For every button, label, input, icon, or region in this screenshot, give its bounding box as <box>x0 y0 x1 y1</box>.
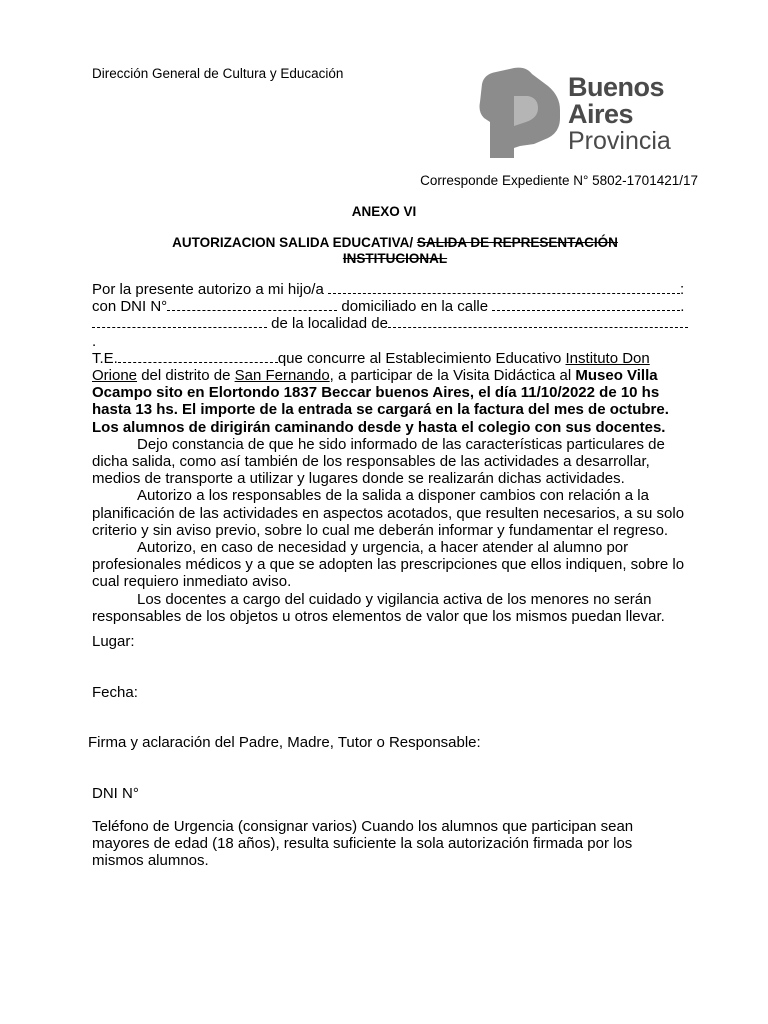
buenos-aires-logo <box>474 66 684 162</box>
org-name: Dirección General de Cultura y Educación <box>92 66 344 81</box>
dni-field[interactable] <box>167 299 337 311</box>
school-name: Instituto Don Orione <box>92 349 650 385</box>
child-name-field[interactable] <box>328 281 680 294</box>
paragraph-info: Dejo constancia de que he sido informado de las características particulares de dicha salida, como así también de los responsables de las actividades a desarrollar, medios de transporte a utilizar y lugares donde se realizarán dichas actividades. <box>92 435 665 488</box>
logo-line1: Buenos <box>568 72 665 102</box>
subtitle-plain: AUTORIZACION SALIDA EDUCATIVA/ <box>172 235 414 250</box>
signature-label: Firma y aclaración del Padre, Madre, Tutor o Responsable: <box>88 734 481 751</box>
school-label: que concurre al Establecimiento Educativo <box>277 349 562 367</box>
form-line-1: Por la presente autorizo a mi hijo/a : <box>92 281 685 298</box>
street-label: domiciliado en la calle <box>341 298 489 316</box>
paragraph-changes: Autorizo a los responsables de la salida a disponer cambios con relación a la planificación de las actividades en aspectos acotados, que resulten necesarios, a su solo criterio y sin aviso previo, sobre lo cual me deberán informar y fundamentar el regreso. <box>92 487 685 539</box>
document-subtitle <box>150 235 640 267</box>
paragraph-medical: Autorizo, en caso de necesidad y urgencia, a hacer atender al alumno por profesionales médicos y a que se adopten las prescripciones que ellos indiquen, sobre lo cual requiero inmediato aviso. <box>92 539 685 591</box>
district-name: San Fernando <box>234 367 330 385</box>
authorization-form <box>92 281 692 625</box>
logo-line3: Provincia <box>568 127 671 155</box>
paragraph-liability: Los docentes a cargo del cuidado y vigilancia activa de los menores no serán responsables de los objetos u otros elementos de valor que los mismos puedan llevar. <box>92 590 665 625</box>
emergency-phone-note: Teléfono de Urgencia (consignar varios) Cuando los alumnos que participan sean mayores de edad (18 años), resulta suficiente la sola autorización firmada por los mismos alumnos. <box>92 818 634 870</box>
expediente-reference: Corresponde Expediente N° 5802-1701421/17 <box>420 173 698 188</box>
fecha-label: Fecha: <box>92 684 138 701</box>
locality-label: de la localidad de <box>271 315 388 333</box>
locality-field[interactable] <box>388 315 688 328</box>
province-map-icon <box>474 66 564 162</box>
visit-details: Museo Villa Ocampo sito en Elortondo 1837 Beccar buenos Aires, el día 11/10/2022 de 10 hs hasta 13 hs. El importe de la entrada se cargará en la factura del mes de octubre. Los alumnos de dirigirán caminando desde y hasta el colegio con sus docentes. <box>92 367 669 436</box>
logo-line2: Aires <box>568 99 634 129</box>
form-line-3: de la localidad de. <box>92 315 692 349</box>
form-line-4 <box>92 350 692 436</box>
child-label: Por la presente autorizo a mi hijo/a <box>92 281 324 298</box>
subtitle-struck: SALIDA DE REPRESENTACIÓN INSTITUCIONAL <box>342 235 618 266</box>
phone-field[interactable] <box>118 351 278 363</box>
street-field[interactable] <box>492 299 680 311</box>
visit-intro: , a participar de la Visita Didáctica al <box>329 367 572 385</box>
phone-label: T.E. <box>92 349 118 367</box>
dni-label: con DNI N° <box>92 298 168 316</box>
lugar-label: Lugar: <box>92 633 135 650</box>
district-label: del distrito de <box>141 367 231 385</box>
dni-signature-label: DNI N° <box>92 785 139 802</box>
form-line-2: con DNI N° domiciliado en la calle . <box>92 298 685 316</box>
address-field[interactable] <box>92 315 267 328</box>
annex-title: ANEXO VI <box>351 204 417 219</box>
